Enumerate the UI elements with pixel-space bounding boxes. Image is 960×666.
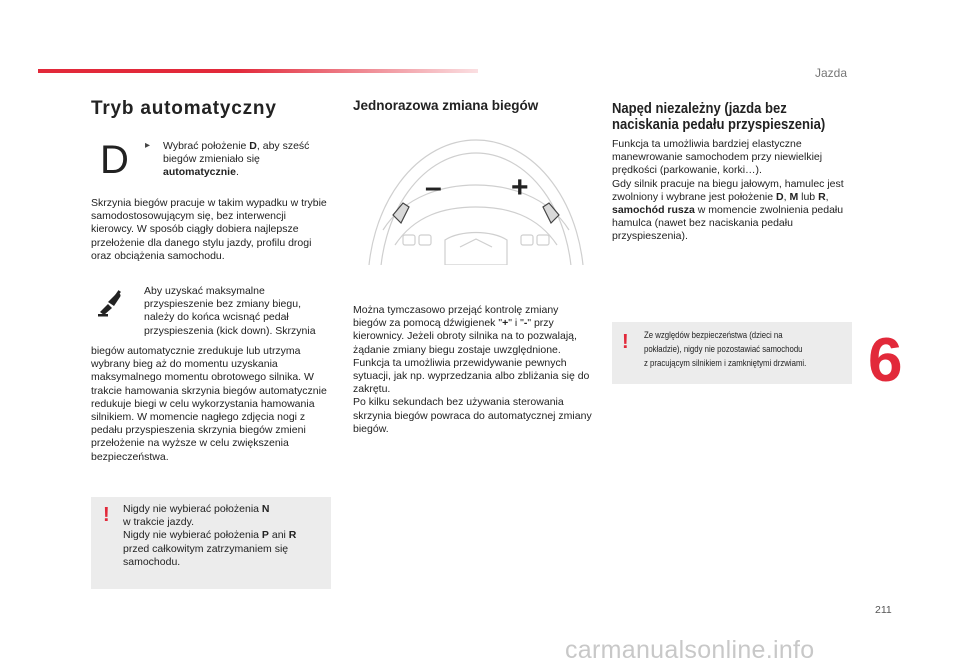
title-manual-shift: Jednorazowa zmiana biegów (353, 98, 539, 113)
section-name: Jazda (815, 66, 848, 80)
gear-d-letter: D (100, 138, 129, 182)
warning-text: Nigdy nie wybierać położenia N w trakcie jazdy. Nigdy nie wybierać położenia P ani R przed całkowitym zatrzymaniem się samochodu. (123, 503, 297, 568)
warning-text: Ze względów bezpieczeństwa (dzieci na pokładzie), nigdy nie pozostawiać samochodu z pracującym silnikiem i zamkniętymi drzwiami. (644, 330, 807, 369)
wheel-plus-label: + (511, 171, 529, 204)
chapter-number: 6 (868, 326, 903, 395)
foot-pedal-icon (96, 288, 126, 318)
kickdown-text-continued: biegów automatycznie zredukuje lub utrzyma wybrany bieg aż do momentu uzyskania maksymalnego momentu obrotowego silnika. W trakcie hamowania skrzynia biegów automatycznie redukuje biegi w celu wykorzystania hamowania silnikiem. W momencie nagłego zdjęcia nogi z pedału przyspieszenia skrzynia biegów zmieni przełożenie na wyższe w celu zwiększenia bezpieczeństwa. (91, 345, 327, 463)
warning-icon: ! (622, 331, 629, 353)
title-creep-function: Napęd niezależny (jazda bez naciskania pedału przyspieszenia) (612, 101, 826, 133)
arrow-bullet-icon: ▸ (145, 140, 151, 151)
auto-description: Skrzynia biegów pracuje w takim wypadku w trybie samodostosowującym się, bez interwencji kierowcy. W sposób ciągły dobiera najlepsze przełożenie dla danego stylu jazdy, profilu drogi oraz obciążenia samochodu. (91, 197, 327, 262)
steering-wheel-paddles-icon (365, 135, 587, 265)
watermark: carmanualsonline.info (565, 636, 815, 664)
wheel-minus-label: – (425, 171, 442, 204)
d-instruction: Wybrać położenie D, aby sześć biegów zmieniało się automatycznie. (163, 140, 310, 179)
title-automatic-mode: Tryb automatyczny (91, 98, 277, 119)
manual-shift-text: Można tymczasowo przejąć kontrolę zmiany biegów za pomocą dźwigienek "+" i "-" przy kierownicy. Jeżeli obroty silnika na to pozwalają, żądanie zmiany biegu zostaje uwzględnione. Funkcja ta umożliwia przewidywanie pewnych sytuacji, jak np. wyprzedzania albo zbliżania się do zakrętu. Po kilku sekundach bez używania sterowania skrzynia biegów powraca do automatycznej zmiany biegów. (353, 304, 592, 435)
creep-description: Funkcja ta umożliwia bardziej elastyczne manewrowanie samochodem przy niewielkiej prędkości (parkowanie, korki…). Gdy silnik pracuje na biegu jałowym, hamulec jest zwolniony i wybrane jest położenie D, M lub R, samochód rusza w momencie zwolnienia pedału hamulca (nawet bez naciskania pedału przyspieszenia). (612, 138, 844, 243)
kickdown-text: Aby uzyskać maksymalne przyspieszenie bez zmiany biegu, należy do końca wcisnąć pedał przyspieszenia (kick down). Skrzynia (144, 285, 316, 337)
warning-box-neutral (91, 497, 331, 589)
page-number: 211 (875, 604, 892, 616)
header-accent-bar (38, 69, 478, 73)
warning-icon: ! (103, 504, 110, 526)
warning-box-children (612, 322, 852, 384)
